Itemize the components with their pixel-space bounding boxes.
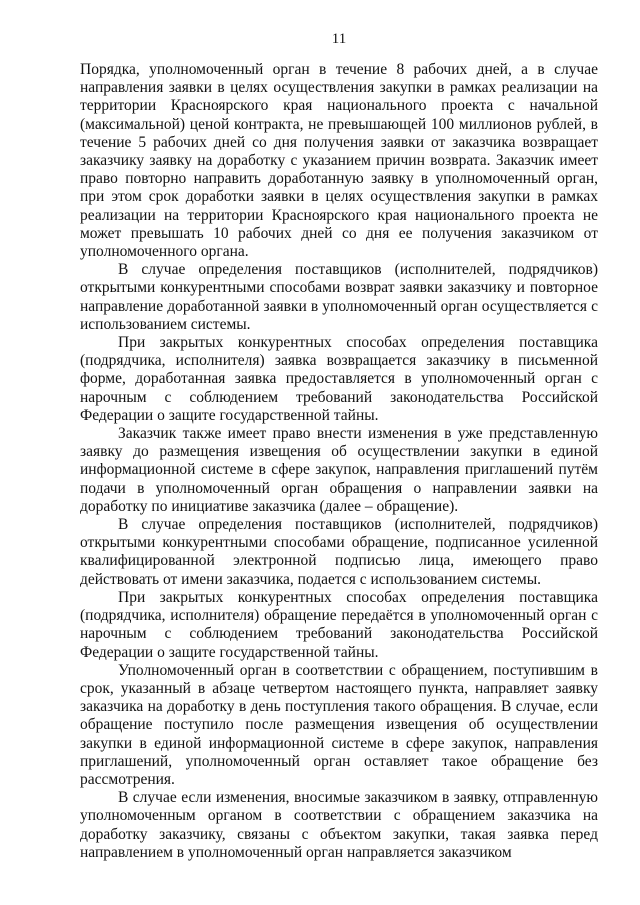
paragraph: В случае определения поставщиков (исполнителей, подрядчиков) открытыми конкурентными способами возврат заявки заказчику и повторное направление доработанной заявки в уполномоченный орган осуществляется с использованием системы.	[80, 261, 598, 333]
paragraph: Порядка, уполномоченный орган в течение 8 рабочих дней, а в случае направления заявки в целях осуществления закупки в рамках реализации на территории Красноярского края национального проекта с начальной (максимальной) ценой контракта, не превышающей 100 миллионов рублей, в течение 5 рабочих дней со дня получения заявки от заказчика возвращает заказчику заявку на доработку с указанием причин возврата. Заказчик имеет право повторно направить доработанную заявку в уполномоченный орган, при этом срок доработки заявки в целях осуществления закупки в рамках реализации на территории Красноярского края национального проекта не может превышать 10 рабочих дней со дня ее получения заказчиком от уполномоченного органа.	[80, 61, 598, 261]
paragraph: Уполномоченный орган в соответствии с обращением, поступившим в срок, указанный в абзаце четвертом настоящего пункта, направляет заявку заказчика на доработку в день поступления такого обращения. В случае, если обращение поступило после размещения извещения об осуществлении закупки в единой информационной системе в сфере закупок, направления приглашений, уполномоченный орган оставляет такое обращение без рассмотрения.	[80, 661, 598, 788]
page-number: 11	[331, 31, 347, 47]
paragraph: В случае определения поставщиков (исполнителей, подрядчиков) открытыми конкурентными способами обращение, подписанное усиленной квалифицированной электронной подписью лица, имеющего право действовать от имени заказчика, подается с использованием системы.	[80, 516, 598, 588]
document-page	[80, 30, 598, 862]
paragraph: В случае если изменения, вносимые заказчиком в заявку, отправленную уполномоченным органом в соответствии с обращением заказчика на доработку заказчику, связаны с объектом закупки, такая заявка перед направлением в уполномоченный орган направляется заказчиком	[80, 789, 598, 861]
paragraph: При закрытых конкурентных способах определения поставщика (подрядчика, исполнителя) заявка возвращается заказчику в письменной форме, доработанная заявка предоставляется в уполномоченный орган с нарочным с соблюдением требований законодательства Российской Федерации о защите государственной тайны.	[80, 334, 598, 424]
paragraph: Заказчик также имеет право внести изменения в уже представленную заявку до размещения извещения об осуществлении закупки в единой информационной системе в сфере закупок, направления приглашений путём подачи в уполномоченный орган обращения о направлении заявки на доработку по инициативе заказчика (далее – обращение).	[80, 425, 598, 515]
paragraph: При закрытых конкурентных способах определения поставщика (подрядчика, исполнителя) обращение передаётся в уполномоченный орган с нарочным с соблюдением требований законодательства Российской Федерации о защите государственной тайны.	[80, 588, 598, 661]
